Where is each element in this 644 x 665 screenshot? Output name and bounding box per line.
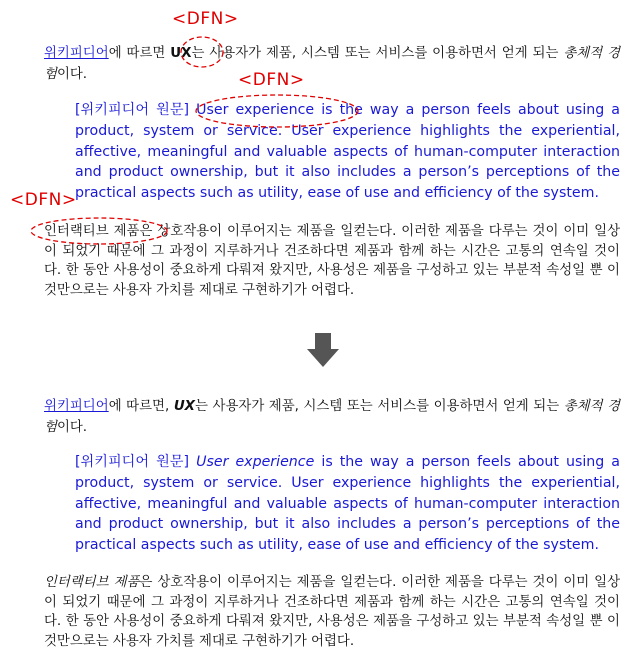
user-experience-term: User experience — [196, 102, 315, 118]
total-experience-phrase: 총체적 경험 — [44, 46, 620, 82]
user-experience-term: User experience — [196, 454, 315, 470]
before-wikipedia-quote — [75, 100, 620, 204]
interactive-product-term: 인터랙티브 제품 — [44, 575, 140, 590]
before-definition-paragraph — [44, 43, 620, 85]
quote-body: is the way a person feels about using a product, system or service. User experience highlights the experiential, affective, meaningful and valuable aspects of human-computer interaction and product ownership, but it also includes a person’s perceptions of the practical aspects such as utility, ease of use and efficiency of the system. — [75, 454, 621, 554]
dfn-tag-interactive-product: <DFN> — [10, 190, 77, 210]
wikipedia-link[interactable]: 위키피디어 — [44, 399, 109, 414]
paragraph-body: 은 상호작용이 이루어지는 제품을 일컫는다. 이러한 제품을 다루는 것이 이미 일상이 되었기 때문에 그 과정이 지루하거나 건조하다면 제품과 함께 하는 시간은 고통의 연속일 것이다. 한 동안 사용성이 중요하게 다뤄져 왔지만, 사용성은 제품을 구성하고 있는 부분적 속성일 뿐 이것만으로는 사용자 가치를 제대로 구현하기가 어렵다. — [44, 575, 621, 649]
text-fragment: 이다. — [56, 67, 88, 82]
quote-body: is the way a person feels about using a product, system or service. User experience highlights the experiential, affective, meaningful and valuable aspects of human-computer interaction and product ownership, but it also includes a person’s perceptions of the practical aspects such as utility, ease of use and efficiency of the system. — [75, 102, 621, 202]
text-fragment: 에 따르면, — [108, 399, 174, 414]
after-definition-paragraph — [44, 396, 620, 438]
text-fragment: 이다. — [56, 420, 88, 435]
text-fragment: 는 사용자가 제품, 시스템 또는 서비스를 이용하면서 얻게 되는 — [191, 46, 564, 61]
dfn-tag-ux: <DFN> — [172, 9, 239, 29]
text-fragment: 는 사용자가 제품, 시스템 또는 서비스를 이용하면서 얻게 되는 — [195, 399, 564, 414]
dfn-tag-user-experience: <DFN> — [238, 70, 305, 90]
ux-term: UX — [173, 399, 196, 414]
after-wikipedia-quote — [75, 452, 620, 556]
down-arrow-icon — [307, 333, 339, 367]
ux-term: UX — [170, 46, 192, 61]
quote-prefix: [위키피디어 원문] — [75, 102, 197, 118]
quote-prefix: [위키피디어 원문] — [75, 454, 197, 470]
total-experience-phrase: 총체적 경험 — [44, 399, 621, 435]
wikipedia-link[interactable]: 위키피디어 — [44, 46, 109, 61]
interactive-product-term: 인터랙티브 제품 — [44, 224, 140, 239]
after-interactive-product-paragraph — [44, 573, 620, 651]
before-interactive-product-paragraph — [44, 222, 620, 300]
text-fragment: 에 따르면 — [108, 46, 171, 61]
paragraph-body: 은 상호작용이 이루어지는 제품을 일컫는다. 이러한 제품을 다루는 것이 이미 일상이 되었기 때문에 그 과정이 지루하거나 건조하다면 제품과 함께 하는 시간은 고통의 연속일 것이다. 한 동안 사용성이 중요하게 다뤄져 왔지만, 사용성은 제품을 구성하고 있는 부분적 속성일 뿐 이것만으로는 사용자 가치를 제대로 구현하기가 어렵다. — [44, 224, 621, 298]
